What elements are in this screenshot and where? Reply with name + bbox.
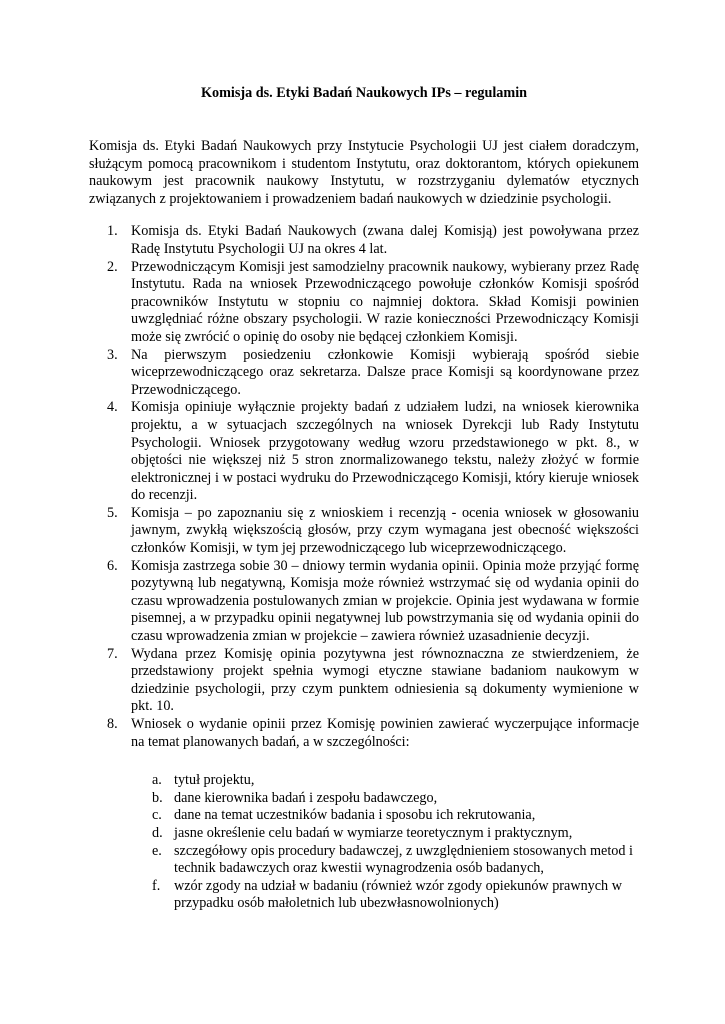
list-item <box>89 259 639 347</box>
list-item-text: Wniosek o wydanie opinii przez Komisję powinien zawierać wyczerpujące informacje na temat planowanych badań, a w szczególności: <box>131 716 639 750</box>
list-item-text: Wydana przez Komisję opinia pozytywna jest równoznaczna ze stwierdzeniem, że przedstawiony projekt spełnia wymogi etyczne stawiane badaniom naukowym w dziedzinie psychologii, przy czym punktem odniesienia są dokumenty wymienione w pkt. 10. <box>131 645 639 715</box>
sub-list-item <box>131 772 639 790</box>
list-item <box>89 347 639 400</box>
list-item-number: 4. <box>107 399 118 416</box>
list-item-text: Komisja – po zapoznaniu się z wnioskiem i recenzją - ocenia wniosek w głosowaniu jawnym, zwykłą większością głosów, przy czym wymagana jest obecność większości członków Komisji, w tym jej przewodniczącego lub wiceprzewodniczącego. <box>131 504 639 557</box>
list-item <box>89 558 639 646</box>
sub-list-item-text: szczegółowy opis procedury badawczej, z uwzględnieniem stosowanych metod i technik badawczych oraz kwestii wynagrodzenia osób badanych, <box>174 842 633 877</box>
list-item-number: 3. <box>107 346 118 363</box>
sub-list-item-letter: b. <box>152 789 163 806</box>
sub-list-item <box>131 878 639 913</box>
list-item <box>89 223 639 258</box>
sub-list-item-text: jasne określenie celu badań w wymiarze teoretycznym i praktycznym, <box>174 824 573 841</box>
application-requirements-list <box>131 772 639 913</box>
list-item <box>89 399 639 505</box>
list-item-number: 5. <box>107 504 118 521</box>
list-item <box>89 646 639 716</box>
sub-list-item <box>131 790 639 808</box>
sub-list-item <box>131 825 639 843</box>
sub-list-item-letter: e. <box>152 842 162 859</box>
intro-paragraph: Komisja ds. Etyki Badań Naukowych przy Instytucie Psychologii UJ jest ciałem doradczym, służącym pomocą pracownikom i studentom Instytutu, oraz doktorantom, których opiekunem naukowym jest pracownik naukowy Instytutu, w rozstrzyganiu dylematów etycznych związanych z projektowaniem i prowadzeniem badań naukowych w dziedzinie psychologii. <box>89 138 639 207</box>
list-item-text: Przewodniczącym Komisji jest samodzielny pracownik naukowy, wybierany przez Radę Instytutu. Rada na wniosek Przewodniczącego powołuje członków Komisji spośród pracowników Instytutu w stopniu co najmniej doktora. Skład Komisji powinien uwzględniać różne obszary psychologii. W razie konieczności Przewodniczący Komisji może się zwrócić o opinię do osoby nie będącej członkiem Komisji. <box>131 258 639 345</box>
sub-list-item-text: tytuł projektu, <box>174 772 255 789</box>
sub-list-item-text: dane na temat uczestników badania i sposobu ich rekrutowania, <box>174 807 536 824</box>
sub-list-item <box>131 807 639 825</box>
list-item-text: Komisja opiniuje wyłącznie projekty badań z udziałem ludzi, na wniosek kierownika projektu, a w sytuacjach szczególnych na wniosek Dyrekcji lub Rady Instytutu Psychologii. Wniosek przygotowany według wzoru przedstawionego w pkt. 8., w objętości nie większej niż 5 stron znormalizowanego tekstu, należy złożyć w formie elektronicznej i w postaci wydruku do Przewodniczącego Komisji, który kieruje wniosek do recenzji. <box>131 399 639 504</box>
sub-list-item-text: dane kierownika badań i zespołu badawczego, <box>174 789 438 806</box>
sub-list-item-letter: d. <box>152 824 163 841</box>
list-item-text: Na pierwszym posiedzeniu członkowie Komisji wybierają spośród siebie wiceprzewodniczącego oraz sekretarza. Dalsze prace Komisji są koordynowane przez Przewodniczącego. <box>131 346 639 398</box>
list-item-number: 7. <box>107 645 118 662</box>
document-title: Komisja ds. Etyki Badań Naukowych IPs – regulamin <box>200 85 528 101</box>
list-item-text: Komisja zastrzega sobie 30 – dniowy termin wydania opinii. Opinia może przyjąć formę pozytywną lub negatywną, Komisja może również wstrzymać się od wydania opinii do czasu wprowadzenia postulowanych zmian w projekcie. Opinia jest wydawana w formie pisemnej, a w przypadku opinii negatywnej lub powstrzymania się od wydania opinii do czasu wprowadzenia zmian w projekcie – zawiera również uzasadnienie decyzji. <box>131 557 639 645</box>
list-item-number: 2. <box>107 258 118 275</box>
list-item-number: 6. <box>107 557 118 574</box>
list-item <box>89 716 639 913</box>
sub-list-item-letter: c. <box>152 807 162 824</box>
list-item-text: Komisja ds. Etyki Badań Naukowych (zwana dalej Komisją) jest powoływana przez Radę Instytutu Psychologii UJ na okres 4 lat. <box>131 223 639 257</box>
list-item-number: 1. <box>107 223 118 240</box>
list-item <box>89 505 639 558</box>
sub-list-item-text: wzór zgody na udział w badaniu (również wzór zgody opiekunów prawnych w przypadku osób małoletnich lub ubezwłasnowolnionych) <box>174 877 622 912</box>
sub-list-item-letter: f. <box>152 877 161 894</box>
list-item-number: 8. <box>107 716 118 732</box>
sub-list-item-letter: a. <box>152 772 162 789</box>
sub-list-item <box>131 843 639 878</box>
regulation-list <box>89 223 639 913</box>
